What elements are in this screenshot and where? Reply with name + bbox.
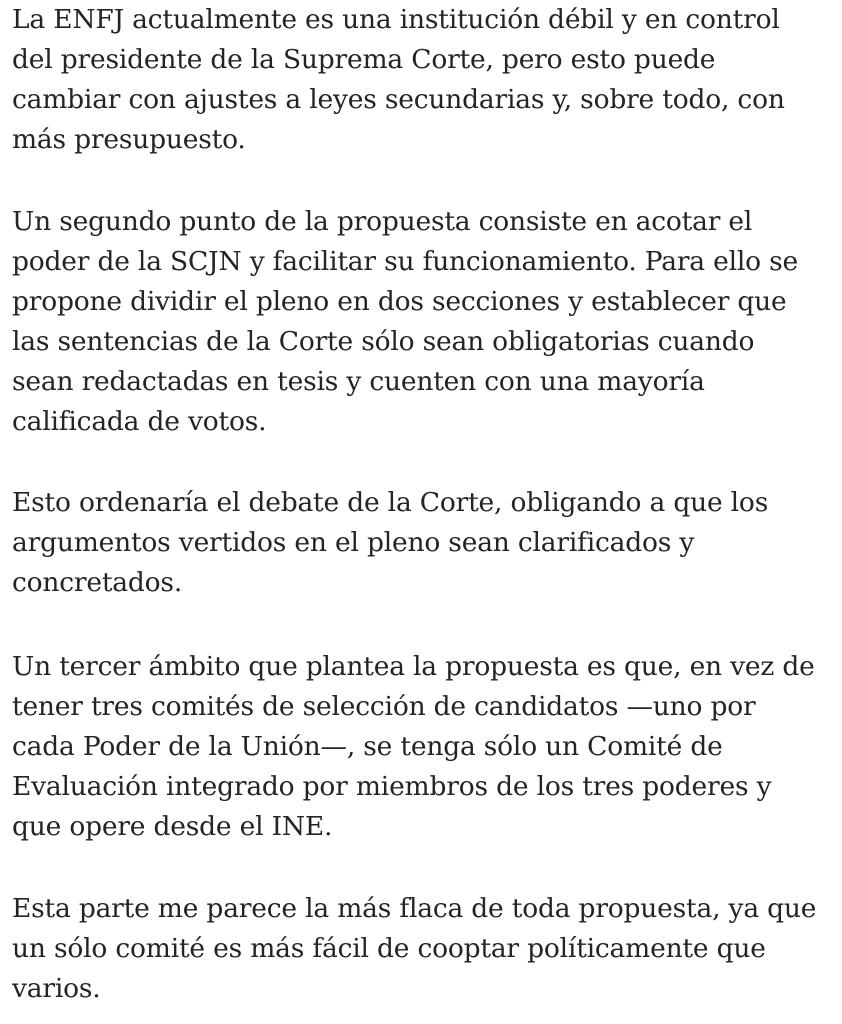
paragraph-opinion bbox=[12, 889, 816, 1009]
text-line: argumentos vertidos en el pleno sean clarificados y bbox=[12, 527, 695, 558]
text-line: concretados. bbox=[12, 567, 183, 598]
paragraph-enfj bbox=[12, 0, 785, 160]
text-line: cada Poder de la Unión—, se tenga sólo un Comité de bbox=[12, 731, 723, 762]
text-line: cambiar con ajustes a leyes secundarias y, sobre todo, con bbox=[12, 84, 785, 115]
text-line: Esta parte me parece la más flaca de toda propuesta, ya que bbox=[12, 893, 817, 924]
text-line: un sólo comité es más fácil de cooptar políticamente que bbox=[12, 933, 766, 964]
text-line: que opere desde el INE. bbox=[12, 811, 333, 842]
text-line: calificada de votos. bbox=[12, 406, 267, 437]
text-line: más presupuesto. bbox=[12, 124, 246, 155]
text-line: propone dividir el pleno en dos secciones y establecer que bbox=[12, 286, 787, 317]
text-line: del presidente de la Suprema Corte, pero esto puede bbox=[12, 44, 716, 75]
text-line: Un segundo punto de la propuesta consiste en acotar el bbox=[12, 206, 753, 237]
text-line: Un tercer ámbito que plantea la propuesta es que, en vez de bbox=[12, 651, 815, 682]
paragraph-comite bbox=[12, 647, 815, 847]
text-line: Evaluación integrado por miembros de los tres poderes y bbox=[12, 771, 772, 802]
text-line: Esto ordenaría el debate de la Corte, obligando a que los bbox=[12, 487, 769, 518]
text-line: tener tres comités de selección de candidatos —uno por bbox=[12, 691, 756, 722]
text-line: varios. bbox=[12, 973, 101, 1004]
paragraph-debate bbox=[12, 483, 768, 603]
text-line: La ENFJ actualmente es una institución débil y en control bbox=[12, 4, 780, 35]
text-line: sean redactadas en tesis y cuenten con una mayoría bbox=[12, 366, 705, 397]
text-line: las sentencias de la Corte sólo sean obligatorias cuando bbox=[12, 326, 755, 357]
paragraph-scjn bbox=[12, 202, 798, 442]
text-line: poder de la SCJN y facilitar su funcionamiento. Para ello se bbox=[12, 246, 799, 277]
